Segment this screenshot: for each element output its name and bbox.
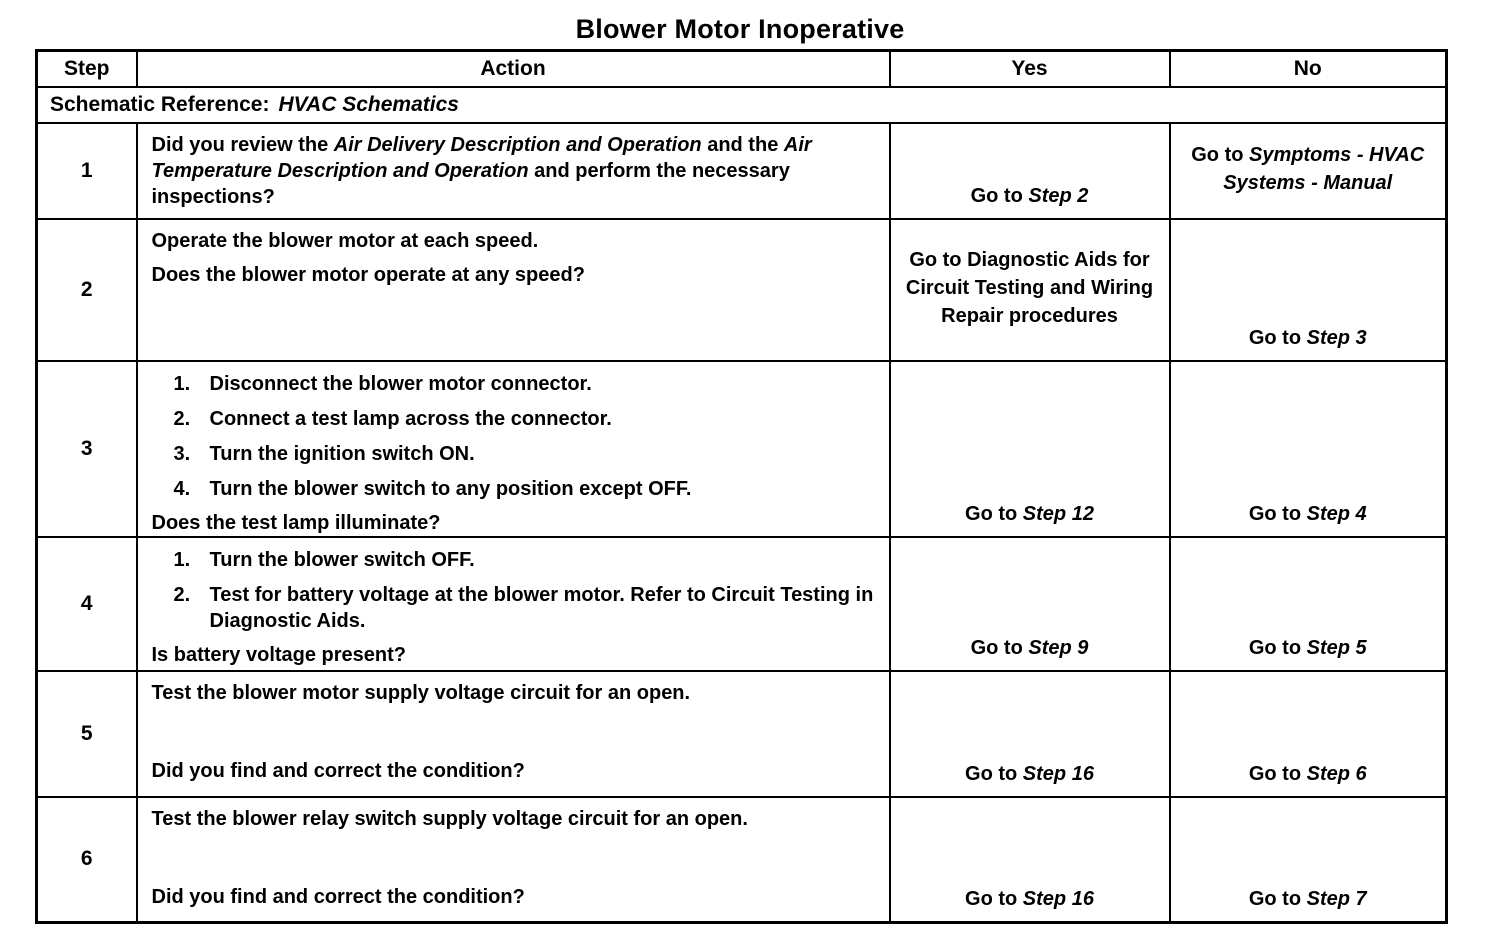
list-item-text (210, 476, 875, 502)
text: Go to (965, 888, 1023, 910)
yes-cell (890, 671, 1170, 797)
no-instruction (1181, 634, 1436, 662)
text: Turn the ignition switch ON. (209, 442, 475, 465)
text: Go to (1248, 762, 1307, 785)
list-item-text (210, 371, 875, 397)
action-list-item (152, 406, 875, 432)
text: Test for battery voltage at the blower motor. Refer to Circuit Testing in Diagnostic Aids. (209, 583, 874, 632)
list-item-number: 4. (173, 477, 191, 500)
text: Test the blower motor supply voltage circuit for an open. (151, 681, 691, 704)
yes-cell (890, 361, 1170, 537)
table-row-step-3 (37, 361, 1447, 537)
text: and the (701, 133, 784, 156)
italic-text: Step 2 (1028, 184, 1089, 207)
italic-text: Step 7 (1306, 888, 1367, 910)
step-number: 1 (37, 123, 137, 219)
table-row-step-4 (37, 537, 1447, 671)
action-cell (137, 797, 890, 923)
no-cell (1170, 797, 1447, 923)
italic-text: Step 16 (1022, 888, 1094, 910)
text: Go to (1248, 326, 1307, 349)
action-paragraph (152, 228, 875, 254)
table-row-step-5 (37, 671, 1447, 797)
text: Go to Diagnostic Aids for Circuit Testing and Wiring Repair procedures (905, 249, 1154, 327)
text: Does the test lamp illuminate? (151, 511, 441, 534)
schematic-reference-value: HVAC Schematics (278, 92, 459, 116)
action-paragraph (152, 262, 875, 288)
action-content (138, 220, 889, 356)
no-instruction (1181, 141, 1436, 197)
list-item-number: 1. (173, 548, 191, 571)
table-header-row (37, 51, 1447, 87)
text: Go to (1248, 502, 1307, 525)
step-number: 3 (37, 361, 137, 537)
list-item-text (210, 441, 875, 467)
text: Did you find and correct the condition? (151, 759, 525, 782)
text: and perform the necessary inspections? (151, 159, 790, 208)
text: Turn the blower switch OFF. (209, 548, 475, 571)
italic-text: Step 6 (1306, 762, 1367, 785)
yes-cell (890, 123, 1170, 219)
list-item-text (210, 582, 875, 634)
action-question (152, 502, 875, 536)
action-cell (137, 671, 890, 797)
step-number: 2 (37, 219, 137, 361)
text: Does the blower motor operate at any speed? (151, 263, 585, 286)
table-row-step-1 (37, 123, 1447, 219)
action-list-item (152, 476, 875, 502)
action-content (138, 362, 889, 532)
step-number: 4 (37, 537, 137, 671)
list-item-text (210, 406, 875, 432)
table-body (37, 87, 1447, 923)
italic-text: Air Delivery Description and Operation (333, 133, 702, 156)
list-item-number: 1. (173, 372, 191, 395)
action-content (138, 798, 889, 918)
action-content (138, 538, 889, 666)
action-question (152, 876, 875, 910)
step-number: 6 (37, 797, 137, 923)
text: Is battery voltage present? (151, 643, 407, 666)
action-list-item (152, 441, 875, 467)
no-cell (1170, 671, 1447, 797)
action-cell (137, 361, 890, 537)
italic-text: Step 3 (1306, 326, 1367, 349)
no-instruction (1181, 324, 1436, 352)
italic-text: Step 5 (1306, 636, 1367, 659)
text: Disconnect the blower motor connector. (209, 372, 592, 395)
yes-instruction (901, 182, 1159, 210)
list-item-number: 3. (173, 442, 191, 465)
italic-text: Air Temperature Description and Operation (151, 133, 812, 182)
action-paragraph (152, 680, 875, 706)
schematic-reference-label: Schematic Reference: (50, 92, 270, 116)
list-item-number: 2. (173, 583, 191, 606)
text: Go to (970, 184, 1029, 207)
text: Did you find and correct the condition? (151, 885, 525, 908)
action-question (152, 750, 875, 784)
italic-text: Step 16 (1022, 762, 1094, 785)
step-number: 5 (37, 671, 137, 797)
text: Connect a test lamp across the connector. (209, 407, 612, 430)
action-cell (137, 123, 890, 219)
list-item-number: 2. (173, 407, 191, 430)
no-cell (1170, 123, 1447, 219)
text: Operate the blower motor at each speed. (151, 229, 539, 252)
action-cell (137, 537, 890, 671)
italic-text: Step 4 (1306, 502, 1367, 525)
text: Go to (965, 762, 1023, 785)
text: Test the blower relay switch supply voltage circuit for an open. (151, 807, 748, 830)
no-instruction (1181, 760, 1436, 788)
italic-text: Step 12 (1022, 502, 1094, 525)
header-no: No (1170, 51, 1447, 87)
diagnostic-table (35, 49, 1448, 924)
action-cell (137, 219, 890, 361)
header-action: Action (137, 51, 890, 87)
text: Go to (1248, 636, 1307, 659)
yes-cell (890, 219, 1170, 361)
no-cell (1170, 537, 1447, 671)
yes-instruction (901, 500, 1159, 528)
text: Go to (965, 502, 1023, 525)
schematic-reference-row (37, 87, 1447, 123)
no-cell (1170, 361, 1447, 537)
yes-instruction (901, 246, 1159, 330)
action-list-item (152, 547, 875, 573)
action-content (138, 124, 889, 214)
action-list-item (152, 582, 875, 634)
text: Turn the blower switch to any position except OFF. (209, 477, 692, 500)
italic-text: Symptoms - HVAC Systems - Manual (1223, 144, 1425, 194)
action-question (152, 634, 875, 668)
action-list-item (152, 371, 875, 397)
text: Go to (970, 636, 1029, 659)
italic-text: Step 9 (1028, 636, 1089, 659)
table-row-step-2 (37, 219, 1447, 361)
no-instruction (1181, 885, 1436, 913)
text: Did you review the (151, 133, 334, 156)
action-paragraph (152, 132, 875, 210)
text: Go to (1191, 144, 1250, 166)
header-step: Step (37, 51, 137, 87)
action-content (138, 672, 889, 792)
header-yes: Yes (890, 51, 1170, 87)
schematic-reference-cell (37, 87, 1447, 123)
yes-instruction (901, 634, 1159, 662)
yes-cell (890, 797, 1170, 923)
table-row-step-6 (37, 797, 1447, 923)
list-item-text (210, 547, 875, 573)
page-title: Blower Motor Inoperative (575, 14, 905, 44)
text: Go to (1248, 888, 1307, 910)
yes-instruction (901, 760, 1159, 788)
yes-instruction (901, 885, 1159, 913)
yes-cell (890, 537, 1170, 671)
no-instruction (1181, 500, 1436, 528)
no-cell (1170, 219, 1447, 361)
action-paragraph (152, 806, 875, 832)
